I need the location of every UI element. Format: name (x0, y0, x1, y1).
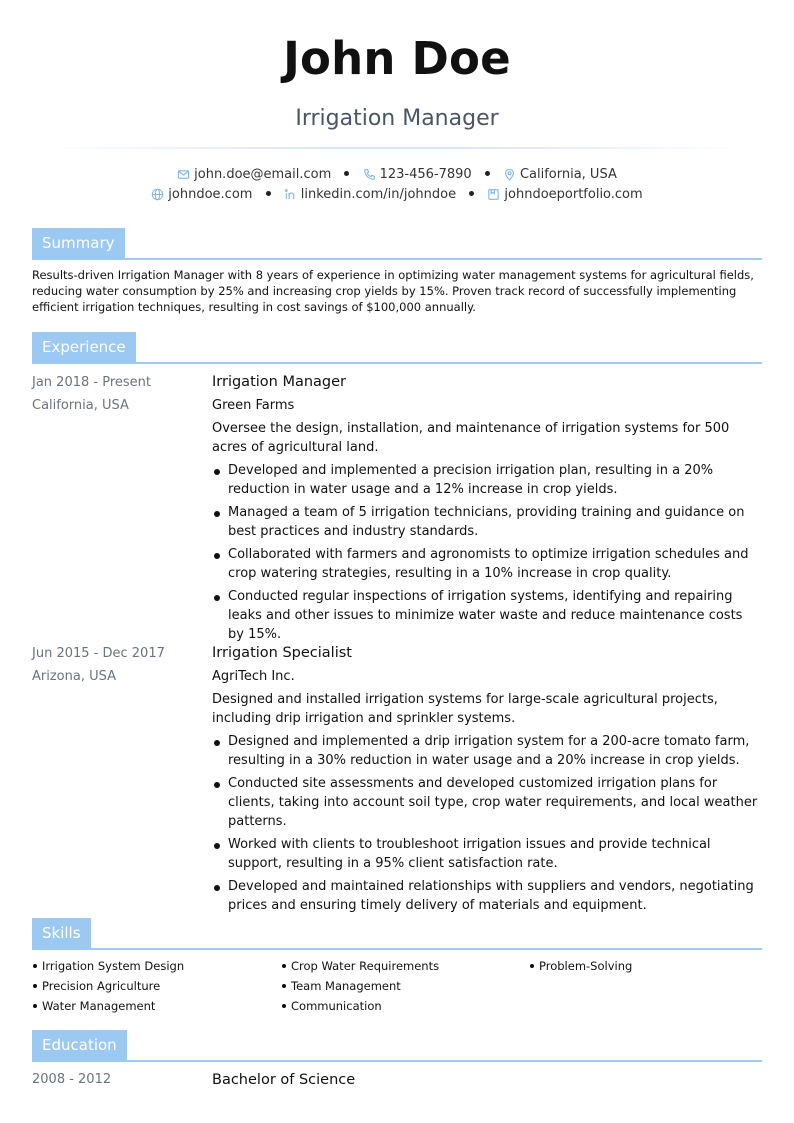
contact-separator (344, 171, 349, 176)
section-header-summary (32, 228, 762, 260)
job-title: Irrigation Manager (212, 374, 347, 390)
contact-email[interactable] (177, 167, 331, 183)
job-meta (32, 371, 202, 417)
candidate-role: Irrigation Manager (295, 106, 499, 131)
job-body (212, 371, 762, 648)
list-item: Conducted site assessments and developed customized irrigation plans for clients, taking into account soil type, crop water requirements, and local weather patterns. (212, 774, 762, 831)
list-item: Designed and implemented a drip irrigation system for a 200-acre tomato farm, resulting in a 30% reduction in water usage and a 20% increase in crop yields. (212, 732, 762, 770)
list-item: Collaborated with farmers and agronomists to optimize irrigation schedules and crop watering strategies, resulting in a 10% increase in crop quality. (212, 545, 762, 583)
list-item: Developed and implemented a precision irrigation plan, resulting in a 20% reduction in water usage and a 12% increase in crop yields. (212, 461, 762, 499)
education-years: 2008 - 2012 (32, 1072, 112, 1087)
list-item: Conducted regular inspections of irrigation systems, identifying and repairing leaks and other issues to minimize water waste and reduce maintenance costs by 15%. (212, 587, 762, 644)
list-item: Worked with clients to troubleshoot irrigation issues and provide technical support, resulting in a 95% client satisfaction rate. (212, 835, 762, 873)
job-company: Green Farms (212, 398, 295, 413)
skill-item: Communication (281, 998, 521, 1018)
candidate-name: John Doe (283, 32, 511, 85)
section-label-skills: Skills (32, 918, 91, 948)
skill-item: Irrigation System Design (32, 958, 272, 978)
contact-separator (266, 191, 271, 196)
contact-portfolio[interactable] (487, 187, 642, 203)
summary-text: Results-driven Irrigation Manager with 8 years of experience in optimizing water management systems for agricultural fields, reducing water consumption by 25% and increasing crop yields by 15%. Proven track record of successfully implementing efficient irrigation techniques, resulting in cost savings of $100,000 annually. (32, 268, 754, 314)
skill-item: Team Management (281, 978, 521, 998)
contact-location (503, 167, 617, 183)
contact-portfolio-text: johndoeportfolio.com (504, 187, 643, 202)
contact-line-2 (0, 187, 794, 203)
list-item: Developed and maintained relationships with suppliers and vendors, negotiating prices and ensuring timely delivery of materials and equipment. (212, 877, 762, 915)
phone-icon (363, 168, 376, 181)
location-icon (503, 168, 516, 181)
section-header-education (32, 1030, 762, 1062)
job-dates: Jan 2018 - Present (32, 375, 151, 390)
contact-linkedin[interactable] (284, 187, 456, 203)
section-label-experience: Experience (32, 332, 136, 362)
contact-email-text: john.doe@email.com (194, 167, 332, 182)
skills-column (32, 958, 272, 1018)
job-dates: Jun 2015 - Dec 2017 (32, 646, 165, 661)
skills-column (281, 958, 521, 1018)
contact-website[interactable] (151, 187, 252, 203)
skill-item: Problem-Solving (529, 958, 769, 978)
job-location: California, USA (32, 398, 129, 413)
job-title: Irrigation Specialist (212, 645, 352, 661)
contact-phone-text: 123-456-7890 (379, 167, 472, 182)
job-body (212, 642, 762, 919)
contact-location-text: California, USA (519, 167, 617, 182)
skill-item: Precision Agriculture (32, 978, 272, 998)
linkedin-icon (284, 188, 297, 201)
contact-line-1 (0, 167, 794, 183)
job-bullets (212, 732, 762, 915)
job-bullets (212, 461, 762, 644)
skill-item: Crop Water Requirements (281, 958, 521, 978)
section-header-experience (32, 332, 762, 364)
contact-separator (469, 191, 474, 196)
section-label-summary: Summary (32, 228, 125, 258)
contact-separator (485, 171, 490, 176)
job-description: Designed and installed irrigation systems for large-scale agricultural projects, including drip irrigation and sprinkler systems. (212, 692, 718, 726)
job-company: AgriTech Inc. (212, 669, 295, 684)
contact-phone[interactable] (363, 167, 472, 183)
list-item: Managed a team of 5 irrigation technicians, providing training and guidance on best practices and industry standards. (212, 503, 762, 541)
header-divider (40, 147, 754, 149)
job-location: Arizona, USA (32, 669, 116, 684)
globe-icon (151, 188, 164, 201)
section-label-education: Education (32, 1030, 127, 1060)
education-degree: Bachelor of Science (212, 1072, 356, 1088)
skill-item: Water Management (32, 998, 272, 1018)
email-icon (177, 168, 190, 181)
section-header-skills (32, 918, 762, 950)
skills-column (529, 958, 769, 978)
contact-linkedin-text: linkedin.com/in/johndoe (300, 187, 457, 202)
job-meta (32, 642, 202, 688)
job-description: Oversee the design, installation, and maintenance of irrigation systems for 500 acres of agricultural land. (212, 421, 730, 455)
portfolio-icon (487, 188, 500, 201)
contact-website-text: johndoe.com (168, 187, 253, 202)
